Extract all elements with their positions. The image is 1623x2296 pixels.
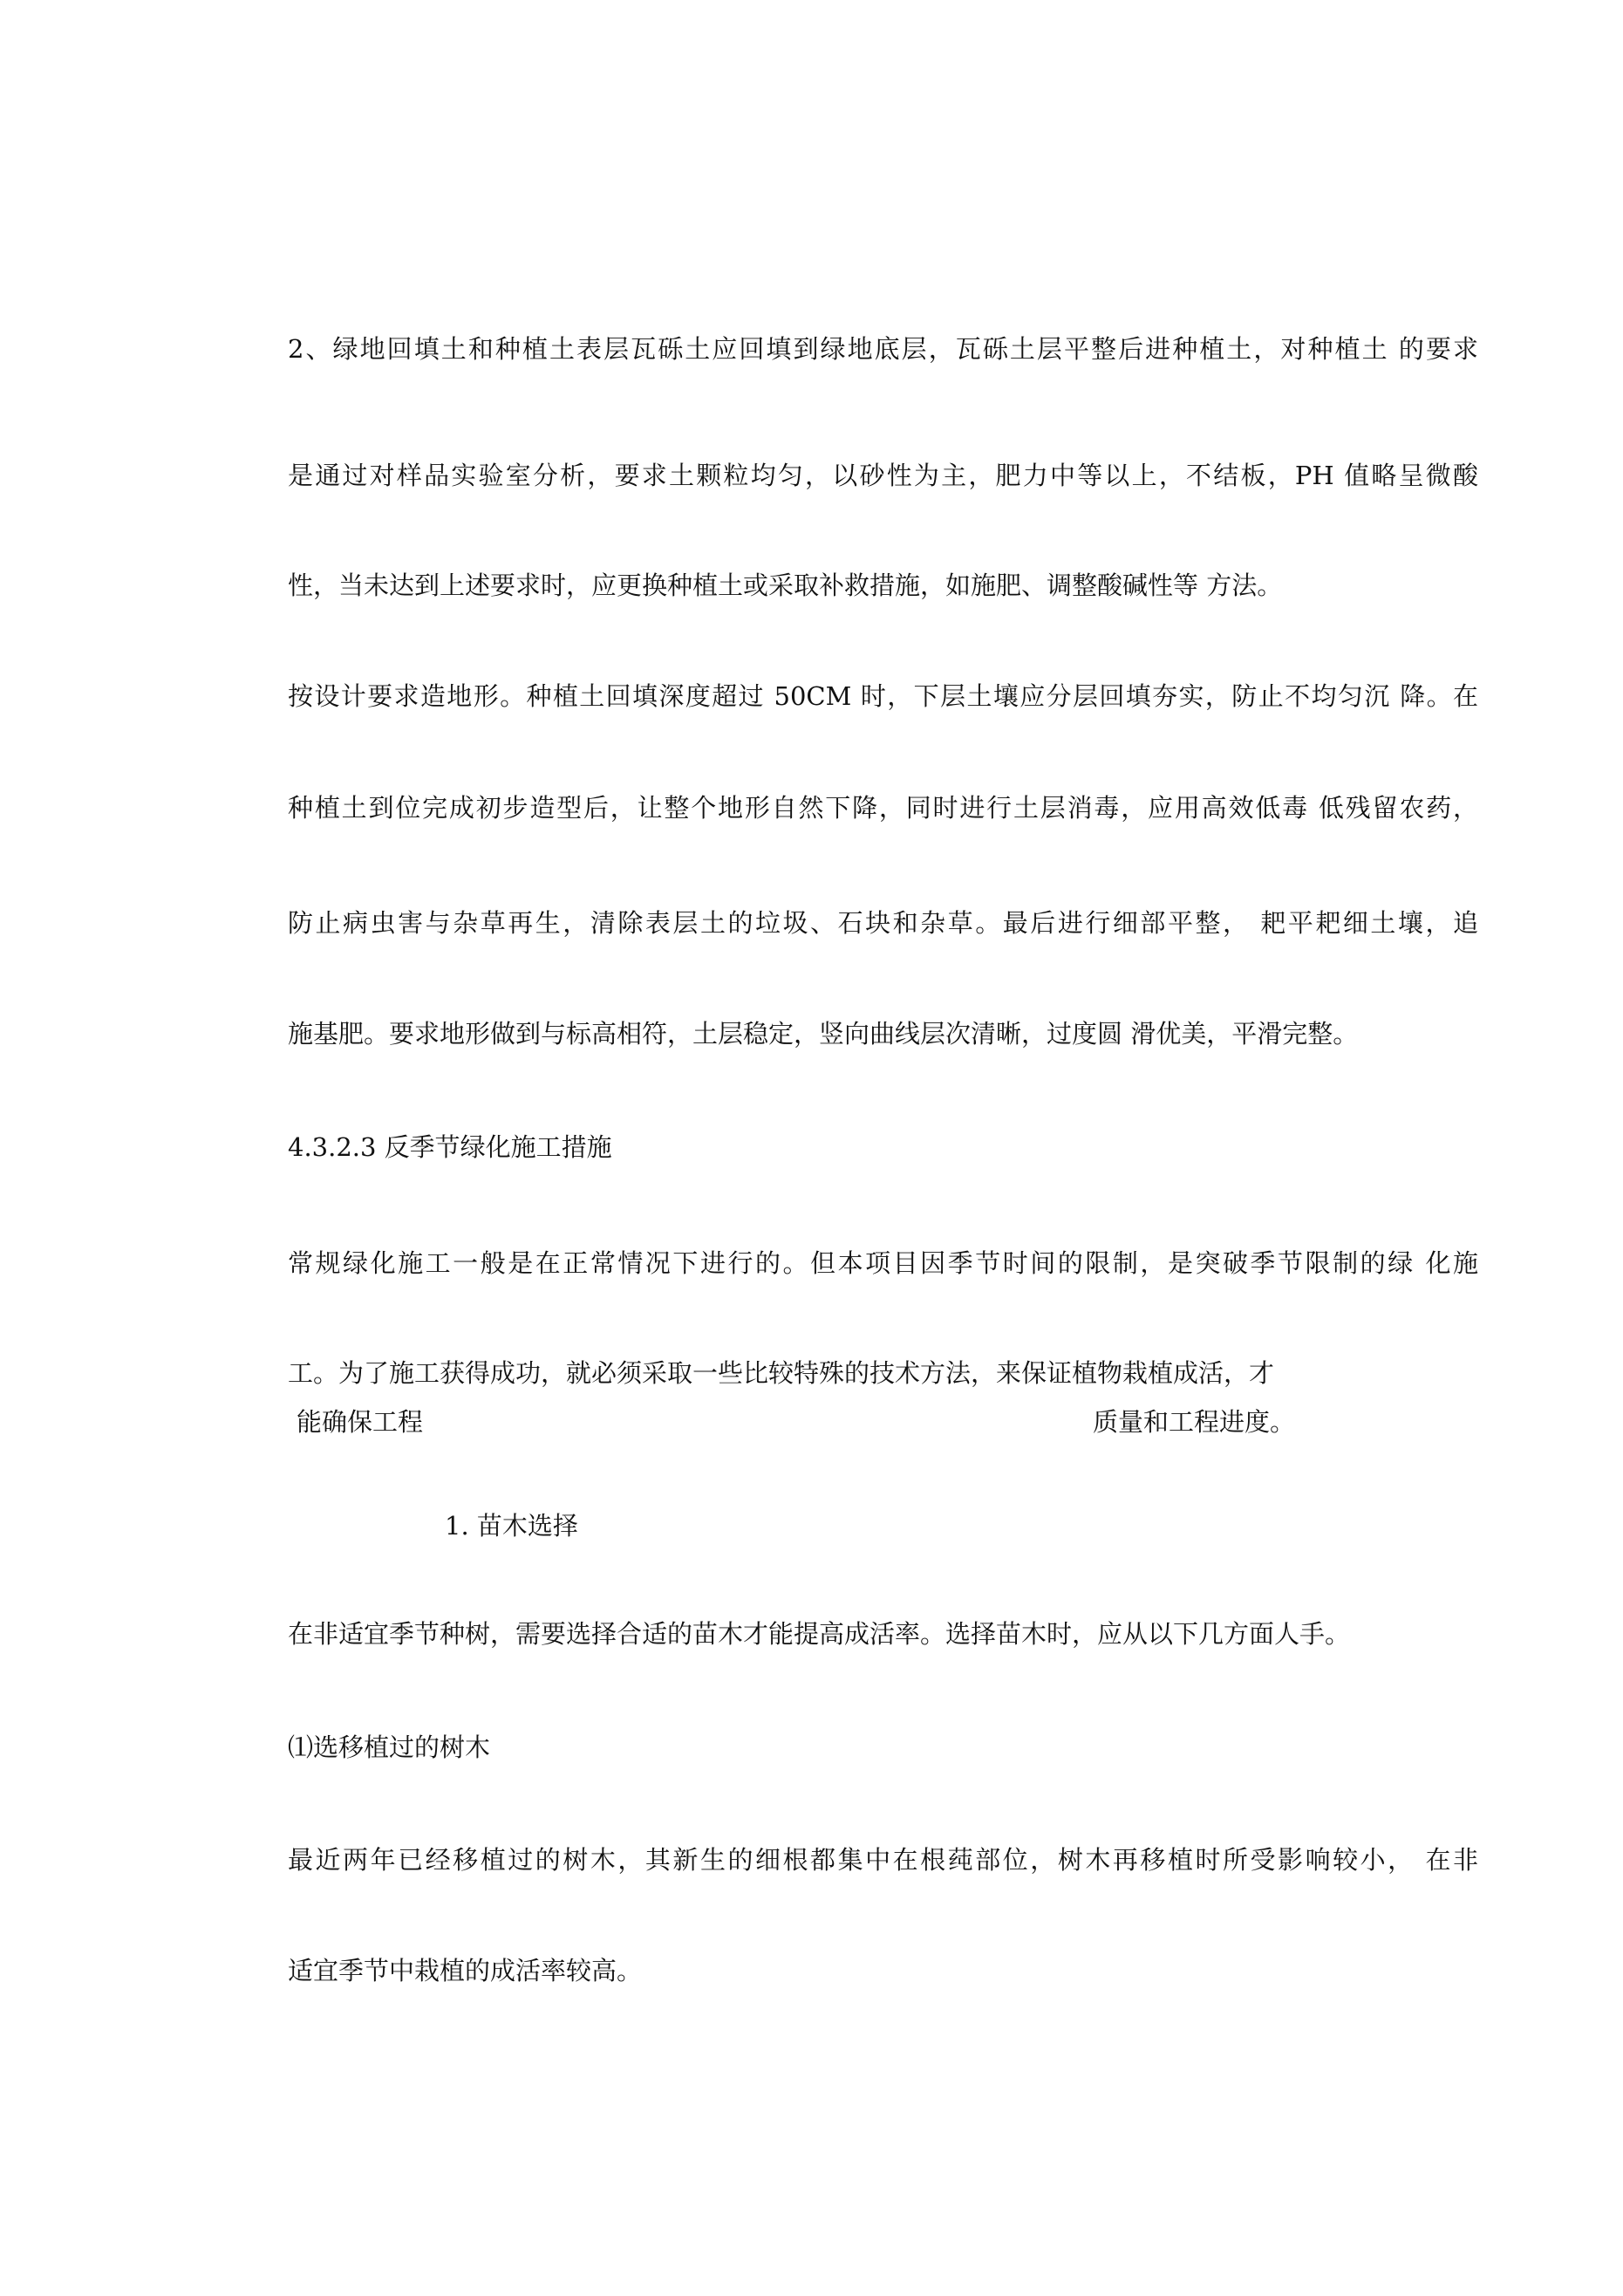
paragraph-line: 种植土到位完成初步造型后，让整个地形自然下降，同时进行土层消毒，应用高效低毒 低残留农药，: [288, 793, 1478, 823]
paragraph-line: 性，当未达到上述要求时，应更换种植土或采取补救措施，如施肥、调整酸碱性等 方法。: [288, 571, 1283, 600]
paragraph-line: 常规绿化施工一般是在正常情况下进行的。但本项目因季节时间的限制，是突破季节限制的绿 化施: [288, 1248, 1478, 1278]
paragraph-line: 适宜季节中栽植的成活率较高。: [288, 1956, 643, 1985]
paragraph-line-fragment: 质量和工程进度。: [1093, 1407, 1296, 1437]
paragraph-line-fragment: 能确保工程: [297, 1407, 424, 1437]
paragraph-line: 施基肥。要求地形做到与标高相符，土层稳定，竖向曲线层次清晰，过度圆 滑优美，平滑完整。: [288, 1019, 1359, 1049]
paragraph-line: 防止病虫害与杂草再生，清除表层土的垃圾、石块和杂草。最后进行细部平整， 耙平耙细土壤，追: [288, 908, 1478, 938]
paragraph-line: 工。为了施工获得成功，就必须采取一些比较特殊的技术方法，来保证植物栽植成活，才: [288, 1358, 1275, 1388]
paragraph-line: 2、绿地回填土和种植土表层瓦砾土应回填到绿地底层，瓦砾土层平整后进种植土，对种植土 的要求: [288, 334, 1478, 364]
subsection-heading: 1. 苗木选择: [445, 1511, 578, 1541]
paragraph-line: 最近两年已经移植过的树木，其新生的细根都集中在根莼部位，树木再移植时所受影响较小， 在非: [288, 1845, 1478, 1875]
paragraph-line: 在非适宜季节种树，需要选择合适的苗木才能提高成活率。选择苗木时，应从以下几方面人手。: [288, 1619, 1351, 1649]
paragraph-line: 是通过对样品实验室分析，要求土颗粒均匀，以砂性为主，肥力中等以上，不结板，PH 值略呈微酸: [288, 461, 1478, 490]
list-item-heading: ⑴选移植过的树木: [288, 1732, 491, 1762]
section-heading: 4.3.2.3 反季节绿化施工措施: [288, 1132, 612, 1162]
paragraph-line: 按设计要求造地形。种植土回填深度超过 50CM 时，下层土壤应分层回填夯实，防止不均匀沉 降。在: [288, 681, 1478, 711]
